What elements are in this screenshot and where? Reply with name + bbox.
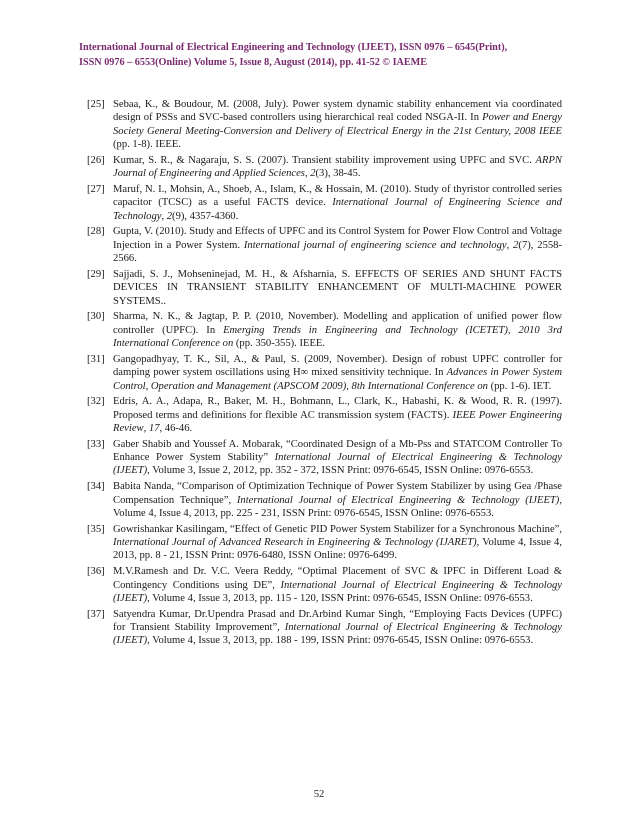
reference-item: [87, 98, 562, 151]
reference-item: [87, 310, 562, 350]
reference-list: [87, 98, 562, 650]
reference-text: [113, 183, 562, 223]
reference-number: [26]: [87, 154, 105, 166]
journal-header-line-2: ISSN 0976 – 6553(Online) Volume 5, Issue 8, August (2014), pp. 41-52 © IAEME: [79, 57, 428, 68]
reference-italic-segment: International Journal of Electrical Engineering & Technology (IJEET): [113, 452, 563, 477]
reference-text: [113, 310, 562, 350]
reference-item: [87, 154, 562, 181]
reference-segment: Gupta, V. (2010). Study and Effects of UPFC and its Control System for Power Flow Control and Voltage Injection in a Power System.: [113, 226, 562, 251]
reference-segment: (7), 2558-2566.: [113, 239, 563, 265]
reference-segment: ,: [304, 168, 311, 180]
reference-number: [30]: [87, 311, 105, 323]
reference-text: [113, 98, 562, 151]
reference-text: [113, 353, 562, 393]
reference-segment: , Volume 4, Issue 3, 2013, pp. 188 - 199, ISSN Print: 0976-6545, ISSN Online: 0976-6553.: [147, 635, 534, 647]
reference-item: [87, 608, 562, 648]
reference-italic-segment: 2: [166, 210, 173, 222]
reference-text: [113, 395, 562, 435]
reference-number: [37]: [87, 608, 105, 620]
reference-item: [87, 523, 562, 563]
reference-italic-segment: Emerging Trends in Engineering and Technology (ICETET), 2010 3rd International Conference on: [113, 324, 562, 350]
reference-item: [87, 395, 562, 435]
reference-italic-segment: International Journal of Electrical Engineering & Technology (IJEET): [236, 494, 560, 506]
reference-number: [33]: [87, 438, 105, 450]
reference-text: [113, 438, 562, 478]
journal-header: [79, 40, 569, 70]
reference-text: [113, 608, 562, 648]
page-number: 52: [313, 789, 325, 800]
reference-item: [87, 353, 562, 393]
reference-italic-segment: 2: [310, 168, 316, 180]
reference-italic-segment: 2: [513, 239, 519, 251]
reference-segment: (pp. 1-8). IEEE.: [113, 138, 181, 150]
reference-segment: , 46-46.: [159, 422, 193, 434]
reference-segment: Edris, A. A., Adapa, R., Baker, M. H., Bohmann, L., Clark, K., Habashi, K. & Wood, R. R. (1997). Proposed terms and definitions for flexible AC transmission system (FACTS).: [113, 396, 562, 421]
reference-segment: ,: [506, 239, 514, 251]
reference-segment: (pp. 1-6). IET.: [487, 380, 552, 392]
reference-number: [35]: [87, 523, 105, 535]
reference-number: [27]: [87, 183, 105, 195]
reference-segment: Gaber Shabib and Youssef A. Mobarak, “Coordinated Design of a Mb-Pss and STATCOM Controller To Enhance Power System Stability”: [113, 438, 562, 464]
reference-italic-segment: Advances in Power System Control, Operation and Management (APSCOM 2009), 8th International Conference on: [113, 367, 562, 392]
reference-italic-segment: International Journal of Electrical Engineering & Technology (IJEET): [113, 622, 562, 647]
reference-segment: Kumar, S. R., & Nagaraju, S. S. (2007). Transient stability improvement using UPFC and SVC.: [113, 154, 536, 166]
reference-segment: , Volume 4, Issue 3, 2013, pp. 115 - 120, ISSN Print: 0976-6545, ISSN Online: 0976-6553.: [147, 592, 533, 604]
reference-segment: , Volume 3, Issue 2, 2012, pp. 352 - 372, ISSN Print: 0976-6545, ISSN Online: 0976-6553.: [147, 465, 534, 477]
reference-segment: (pp. 350-355). IEEE.: [233, 338, 326, 350]
reference-segment: Gowrishankar Kasilingam, “Effect of Genetic PID Power System Stabilizer for a Synchronous Machine”,: [113, 523, 562, 535]
reference-item: [87, 183, 562, 223]
reference-italic-segment: International Journal of Electrical Engineering & Technology (IJEET): [113, 579, 562, 604]
reference-item: [87, 438, 562, 478]
reference-segment: Babita Nanda, “Comparison of Optimization Technique of Power System Stabilizer by using Gea /Phase Compensation Technique”,: [113, 481, 562, 506]
reference-segment: , Volume 4, Issue 4, 2013, pp. 225 - 231, ISSN Print: 0976-6545, ISSN Online: 0976-6553.: [113, 494, 562, 519]
reference-item: [87, 225, 562, 265]
reference-text: [113, 225, 562, 265]
reference-italic-segment: ARPN Journal of Engineering and Applied Sciences: [113, 154, 562, 180]
reference-number: [29]: [87, 268, 105, 280]
reference-number: [32]: [87, 396, 105, 408]
reference-item: [87, 268, 562, 308]
reference-italic-segment: 17: [148, 422, 160, 434]
reference-number: [36]: [87, 566, 105, 578]
reference-text: [113, 480, 562, 520]
reference-italic-segment: Power and Energy Society General Meeting-Conversion and Delivery of Electrical Energy in the 21st Century, 2008 IEEE: [113, 112, 562, 137]
reference-segment: Satyendra Kumar, Dr.Upendra Prasad and Dr.Arbind Kumar Singh, “Employing Facts Devices (UPFC) for Transient Stability Improvement”,: [113, 608, 562, 634]
reference-item: [87, 480, 562, 520]
reference-segment: Maruf, N. I., Mohsin, A., Shoeb, A., Islam, K., & Hossain, M. (2010). Study of thyristor controlled series capacitor (TCSC) as a useful FACTS device.: [113, 183, 562, 209]
reference-segment: , Volume 4, Issue 4, 2013, pp. 8 - 21, ISSN Print: 0976-6480, ISSN Online: 0976-6499.: [113, 537, 562, 562]
reference-segment: Sharma, N. K., & Jagtap, P. P. (2010, November). Modelling and application of unified power flow controller (UPFC). In: [113, 311, 562, 336]
reference-segment: ,: [143, 422, 149, 434]
reference-number: [25]: [87, 99, 105, 110]
reference-text: [113, 523, 562, 563]
reference-italic-segment: International journal of engineering science and technology: [243, 239, 507, 251]
reference-number: [28]: [87, 226, 105, 238]
reference-text: [113, 565, 562, 605]
reference-text: [113, 154, 562, 181]
reference-segment: (3), 38-45.: [315, 168, 361, 180]
reference-item: [87, 565, 562, 605]
reference-segment: Sajjadi, S. J., Mohseninejad, M. H., & Afsharnia, S. EFFECTS OF SERIES AND SHUNT FACTS DEVICES IN TRANSIENT STABILITY ENHANCEMENT OF MULTI-MACHINE POWER SYSTEMS..: [113, 268, 562, 307]
reference-italic-segment: International Journal of Advanced Research in Engineering & Technology (IJARET): [113, 537, 477, 549]
reference-segment: ,: [161, 210, 167, 222]
journal-header-line-1: International Journal of Electrical Engineering and Technology (IJEET), ISSN 0976 – 6545(Print),: [79, 42, 508, 53]
reference-segment: M.V.Ramesh and Dr. V.C. Veera Reddy, “Optimal Placement of SVC & IPFC in Different Load & Contingency Conditions using DE”,: [113, 566, 562, 591]
reference-text: [113, 268, 562, 308]
reference-segment: Sebaa, K., & Boudour, M. (2008, July). Power system dynamic stability enhancement via coordinated design of PSSs and SVC-based controllers using hierarchical real coded NSGA-II. In: [113, 99, 562, 124]
reference-segment: (9), 4357-4360.: [172, 210, 239, 222]
reference-number: [34]: [87, 481, 105, 493]
reference-number: [31]: [87, 353, 105, 365]
reference-italic-segment: International Journal of Engineering Science and Technology: [113, 197, 562, 222]
reference-segment: Gangopadhyay, T. K., Sil, A., & Paul, S. (2009, November). Design of robust UPFC controller for damping power system oscillations using H∞ mixed sensitivity technique. In: [113, 353, 562, 379]
reference-italic-segment: IEEE Power Engineering Review: [113, 409, 563, 434]
